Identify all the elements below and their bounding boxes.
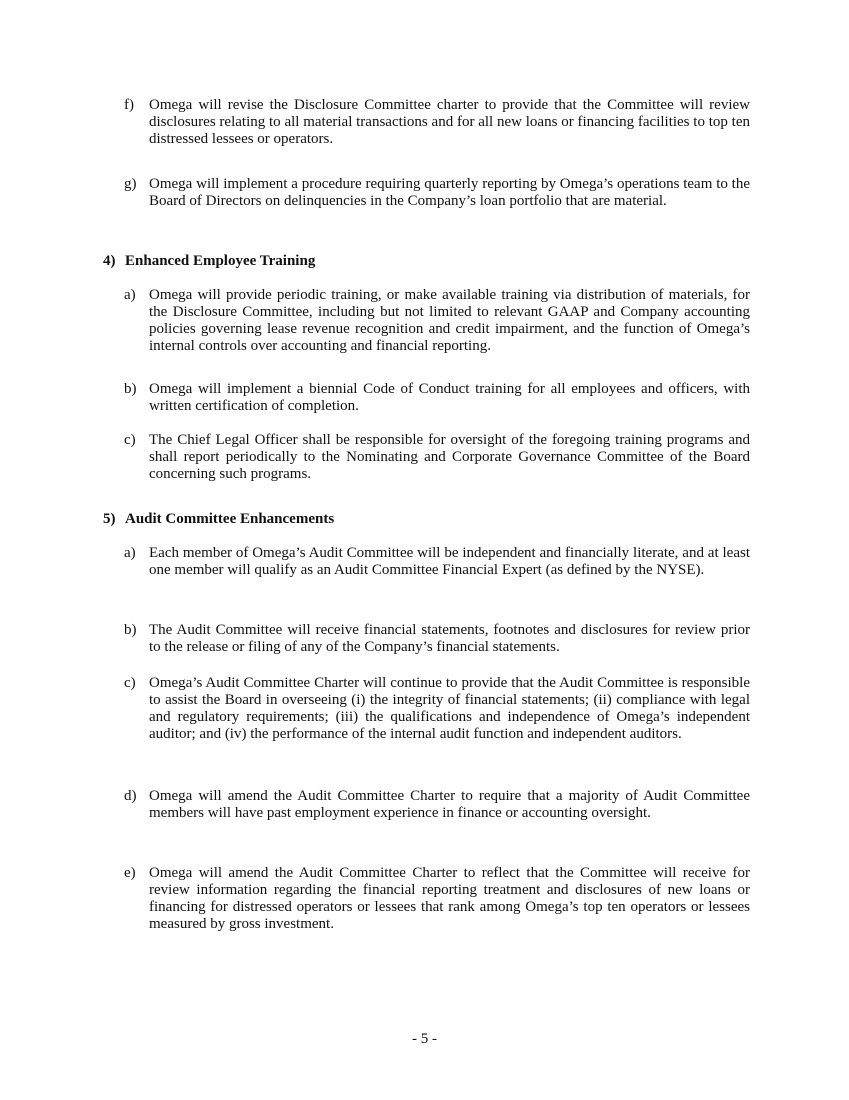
list-item-b [124, 622, 750, 656]
item-label: c) [124, 432, 136, 448]
section-heading-audit-committee-enhancements [103, 511, 334, 528]
list-item-e [124, 865, 750, 933]
item-label: g) [124, 176, 137, 192]
item-label: a) [124, 545, 136, 561]
item-text: Omega will revise the Disclosure Committee charter to provide that the Committee will review disclosures relating to all material transactions and for all new loans or financing facilities to top ten distressed lessees or operators. [149, 97, 750, 147]
list-item-f [124, 97, 750, 148]
item-text: Omega will amend the Audit Committee Charter to reflect that the Committee will receive for review information regarding the financial reporting treatment and disclosures of new loans or financing for distressed operators or lessees that rank among Omega’s top ten operators or lessees measured by gross investment. [149, 865, 750, 932]
section-title: Enhanced Employee Training [125, 253, 316, 269]
section-heading-enhanced-employee-training [103, 253, 315, 270]
list-item-g [124, 176, 750, 210]
item-text: Omega will provide periodic training, or make available training via distribution of materials, for the Disclosure Committee, including but not limited to relevant GAAP and Company accounting policies governing lease revenue recognition and credit impairment, and the function of Omega’s internal controls over accounting and financial reporting. [149, 287, 750, 354]
item-text: Omega will implement a procedure requiring quarterly reporting by Omega’s operations team to the Board of Directors on delinquencies in the Company’s loan portfolio that are material. [149, 176, 750, 209]
item-label: c) [124, 675, 136, 691]
list-item-a [124, 287, 750, 355]
page-number: - 5 - [412, 1031, 437, 1047]
item-text: Omega will implement a biennial Code of Conduct training for all employees and officers, with written certification of completion. [149, 381, 750, 414]
list-item-a [124, 545, 750, 579]
item-label: b) [124, 622, 137, 638]
section-title: Audit Committee Enhancements [125, 511, 335, 527]
item-text: Omega’s Audit Committee Charter will continue to provide that the Audit Committee is responsible to assist the Board in overseeing (i) the integrity of financial statements; (ii) compliance with legal and regulatory requirements; (iii) the qualifications and independence of Omega’s independent auditor; and (iv) the performance of the internal audit function and independent auditors. [149, 675, 750, 742]
item-label: f) [124, 97, 134, 113]
section-number: 4) [103, 253, 116, 269]
item-label: e) [124, 865, 136, 881]
item-text: The Audit Committee will receive financial statements, footnotes and disclosures for review prior to the release or filing of any of the Company’s financial statements. [149, 622, 750, 655]
item-text: Each member of Omega’s Audit Committee will be independent and financially literate, and at least one member will qualify as an Audit Committee Financial Expert (as defined by the NYSE). [149, 545, 750, 578]
list-item-c [124, 675, 750, 743]
list-item-d [124, 788, 750, 822]
item-label: a) [124, 287, 136, 303]
item-label: b) [124, 381, 137, 397]
item-text: Omega will amend the Audit Committee Charter to require that a majority of Audit Committee members will have past employment experience in finance or accounting oversight. [149, 788, 750, 821]
section-number: 5) [103, 511, 116, 527]
list-item-b [124, 381, 750, 415]
item-text: The Chief Legal Officer shall be responsible for oversight of the foregoing training programs and shall report periodically to the Nominating and Corporate Governance Committee of the Board concerning such programs. [149, 432, 750, 482]
item-label: d) [124, 788, 137, 804]
list-item-c [124, 432, 750, 483]
